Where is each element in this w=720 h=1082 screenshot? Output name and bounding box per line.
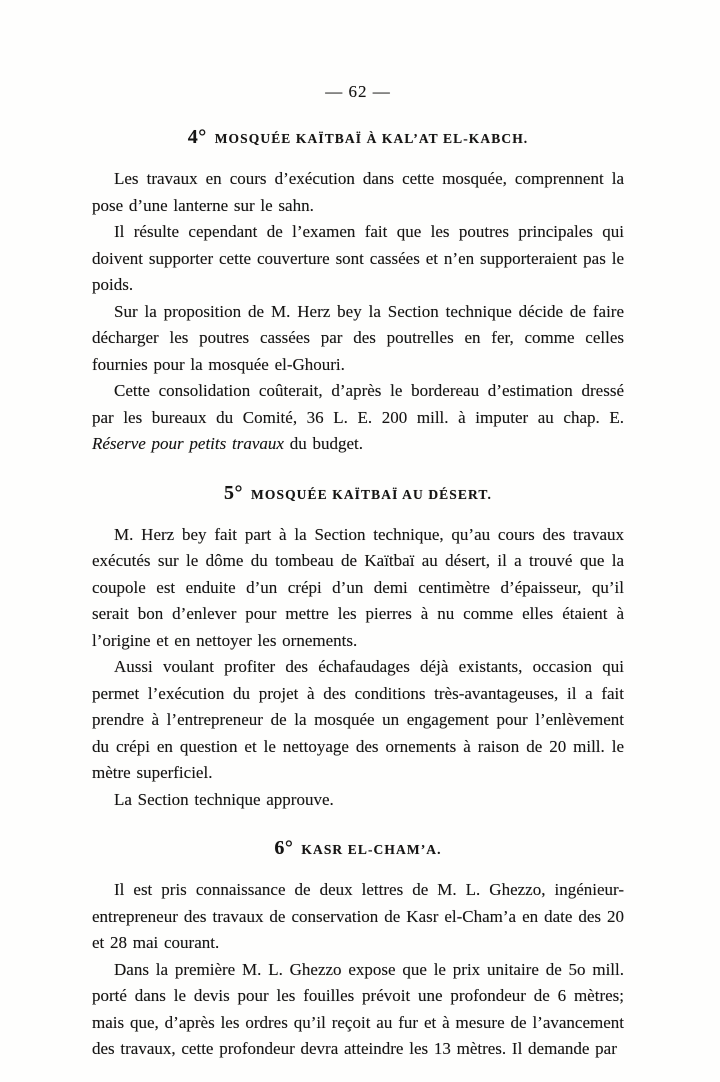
- paragraph: Les travaux en cours d’exécution dans cette mosquée, comprennent la pose d’une lanterne sur le sahn.: [92, 169, 624, 215]
- section-heading-4: [92, 126, 624, 150]
- paragraph: M. Herz bey fait part à la Section technique, qu’au cours des travaux exécutés sur le dôme du tombeau de Kaïtbaï au désert, il a trouvé que la coupole est enduite d’un crépi d’un demi centimètre d’épaisseur, qu’il serait bon d’enlever pour mettre les pierres à nu comme elles étaient à l’origine et en nettoyer les ornements.: [92, 524, 624, 650]
- section-title: MOSQUÉE KAÏTBAÏ AU DÉSERT.: [251, 486, 492, 502]
- paragraph: La Section technique approuve.: [114, 789, 334, 809]
- section-title: MOSQUÉE KAÏTBAÏ À KAL’AT EL-KABCH.: [214, 131, 529, 146]
- section-heading-5: [92, 482, 624, 506]
- italic-phrase: Réserve pour petits travaux: [92, 434, 284, 453]
- paragraph-text: Cette consolidation coûterait, d’après le bordereau d’estimation dressé par les bureaux du Comité, 36 L. E. 200 mill. à imputer au chap. E.: [92, 381, 624, 427]
- section-numeral: 6°: [274, 837, 294, 859]
- paragraph-text: du budget.: [283, 434, 363, 453]
- paragraph: Il résulte cependant de l’examen fait que les poutres principales qui doivent supporter cette couverture sont cassées et n’en supporteraient pas le poids.: [92, 222, 624, 294]
- paragraph: Dans la première M. L. Ghezzo expose que le prix unitaire de 5o mill. porté dans le devis pour les fouilles prévoit une profondeur de 6 mètres; mais que, d’après les ordres qu’il reçoit au fur et à mesure de l’avancement des travaux, cette profondeur devra atteindre les 13 mètres. Il demande par: [92, 959, 624, 1058]
- section-heading-6: [92, 837, 624, 861]
- paragraph: Sur la proposition de M. Herz bey la Section technique décide de faire décharger les poutres cassées par des poutrelles en fer, comme celles fournies pour la mosquée el-Ghouri.: [92, 301, 624, 374]
- text-block: [92, 82, 624, 1063]
- page-number: — 62 —: [325, 82, 391, 101]
- section-title: KASR EL-CHAM’A.: [301, 842, 442, 857]
- section-numeral: 4°: [187, 126, 207, 148]
- paragraph: Il est pris connaissance de deux lettres de M. L. Ghezzo, ingénieur-entrepreneur des travaux de conservation de Kasr el-Cham’a en date des 20 et 28 mai courant.: [92, 880, 624, 952]
- paragraph: [92, 378, 624, 458]
- paragraph: Aussi voulant profiter des échafaudages déjà existants, occasion qui permet l’exécution du projet à des conditions très-avantageuses, il a fait prendre à l’entrepreneur de la mosquée un engagement pour l’enlèvement du crépi en question et le nettoyage des ornements à raison de 20 mill. le mètre superficiel.: [92, 657, 624, 782]
- section-numeral: 5°: [224, 481, 244, 504]
